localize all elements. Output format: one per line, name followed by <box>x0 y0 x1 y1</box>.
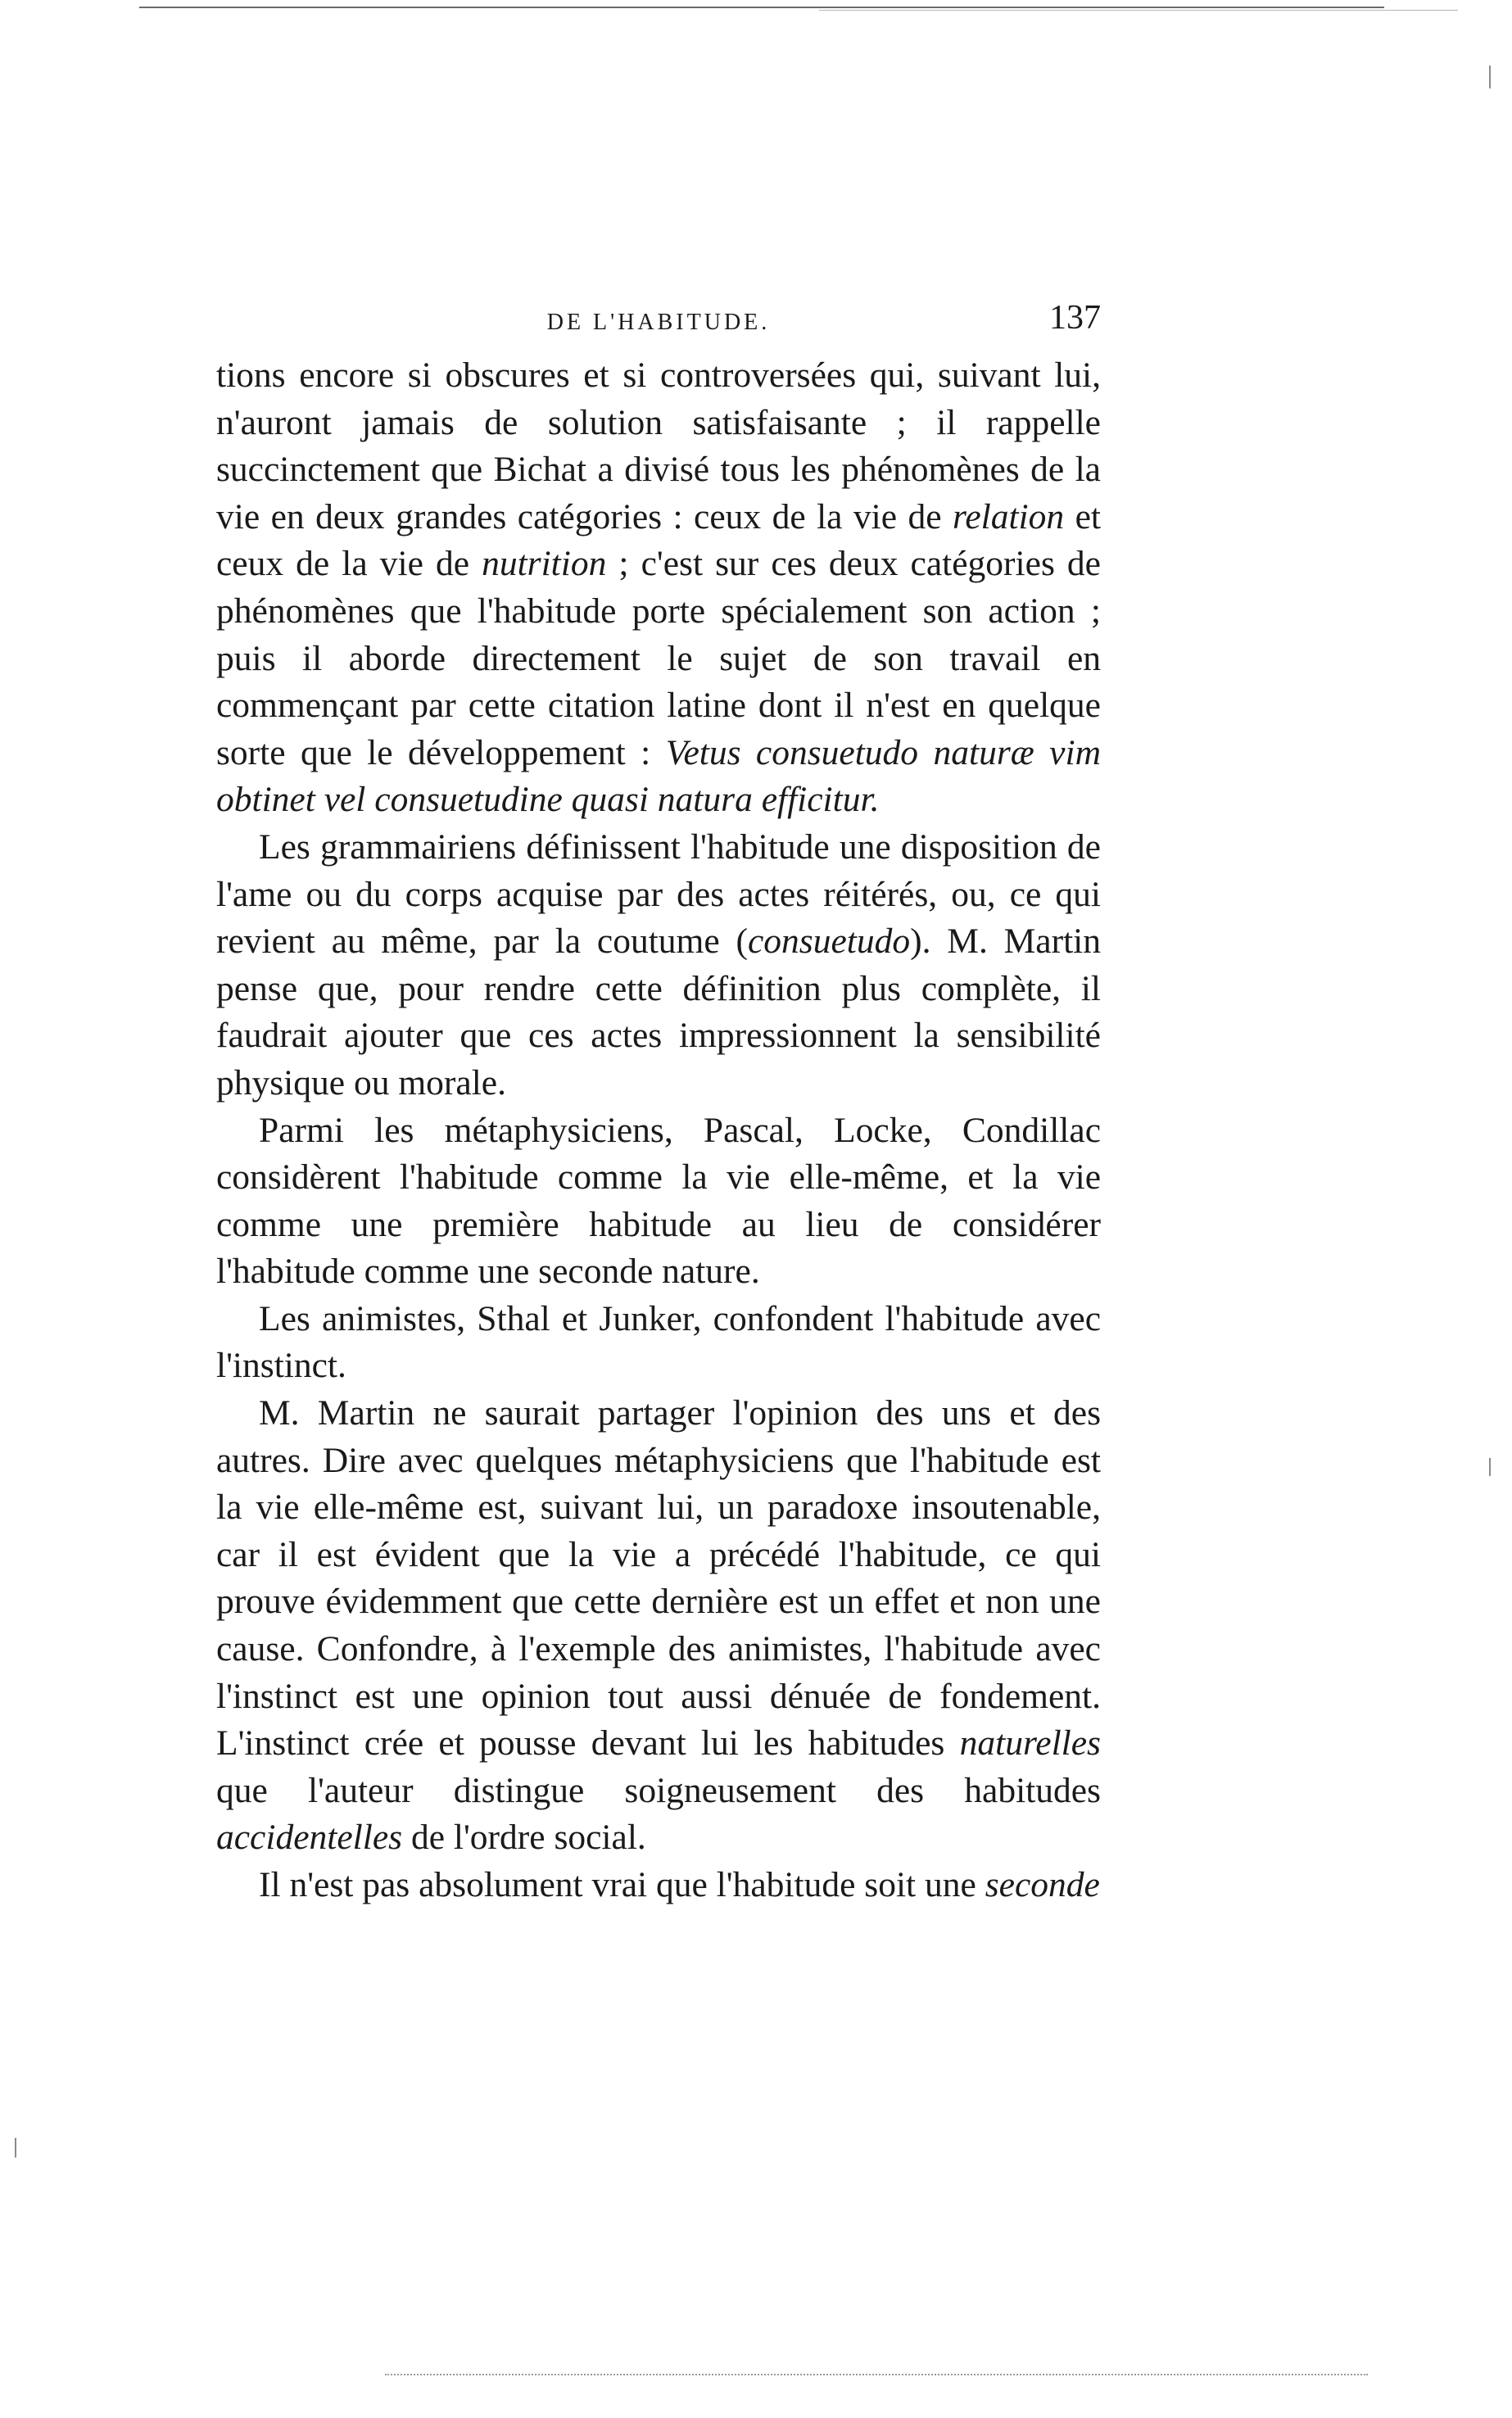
text-run: de l'ordre social. <box>402 1818 646 1858</box>
running-head <box>216 295 1101 337</box>
book-page <box>216 295 1101 1909</box>
italic-term: seconde <box>985 1865 1100 1904</box>
paragraph-2 <box>216 824 1101 1107</box>
paragraph-1 <box>216 352 1101 824</box>
page-number: 137 <box>1049 299 1101 337</box>
text-run: tions encore si obscures et si controversées qui, suivant lui, n'auront jamais de solution satisfaisante ; il rappelle succinctement que Bichat a divisé tous les phénomènes de la vie en deux grandes catégories : ceux de la vie de <box>216 355 1101 537</box>
text-run: ). M. Martin pense que, pour rendre cette définition plus complète, il faudrait ajouter que ces actes impressionnent la sensibilité physique ou morale. <box>216 921 1102 1103</box>
text-run: ; c'est sur ces deux catégories de phénomènes que l'habitude porte spécialement son action ; puis il aborde directement le sujet de son travail en commençant par cette citation latine dont il n'est en quelque sorte que le développement : <box>216 544 1101 772</box>
text-run: que l'auteur distingue soigneusement des habitudes <box>216 1770 1101 1810</box>
scan-speck <box>1489 66 1491 88</box>
scan-speck <box>15 2138 16 2158</box>
running-title: DE L'HABITUDE. <box>546 310 771 335</box>
scan-bottom-marks <box>385 2374 1368 2380</box>
scan-edge-rule <box>139 7 1384 8</box>
italic-term: accidentelles <box>216 1818 403 1858</box>
text-run: et ceux de la vie de <box>216 496 1101 584</box>
text-run: Les grammairiens définissent l'habitude une disposition de l'ame ou du corps acquise par des actes réitérés, ou, ce qui revient au même, par la coutume ( <box>216 826 1101 962</box>
italic-term: relation <box>953 496 1065 537</box>
paragraph-5 <box>216 1390 1101 1862</box>
italic-term: nutrition <box>482 544 607 584</box>
paragraph-4: Les animistes, Sthal et Junker, confondent l'habitude avec l'instinct. <box>216 1298 1101 1386</box>
text-run: Il n'est pas absolument vrai que l'habitude soit une <box>259 1865 985 1904</box>
scan-speck <box>1489 1458 1491 1476</box>
text-run: M. Martin ne saurait partager l'opinion des uns et des autres. Dire avec quelques métaphysiciens que l'habitude est la vie elle-même est, suivant lui, un paradoxe insoutenable, car il est évident que la vie a précédé l'habitude, ce qui prouve évidemment que cette dernière est un effet et non une cause. Confondre, à l'exemple des animistes, l'habitude avec l'instinct est une opinion tout aussi dénuée de fondement. L'instinct crée et pousse devant lui les habitudes <box>216 1393 1101 1764</box>
paragraph-3: Parmi les métaphysiciens, Pascal, Locke, Condillac considèrent l'habitude comme la vie elle-même, et la vie comme une première habitude au lieu de considérer l'habitude comme une seconde nature. <box>216 1110 1101 1292</box>
latin-quotation: Vetus consuetudo naturæ vim obtinet vel consuetudine quasi natura efficitur. <box>216 732 1101 820</box>
paragraph-6 <box>216 1862 1101 1909</box>
body-text <box>216 352 1101 1909</box>
italic-term: consuetudo <box>747 921 911 962</box>
italic-term: naturelles <box>959 1723 1101 1764</box>
scan-edge-rule-faint <box>819 10 1458 11</box>
